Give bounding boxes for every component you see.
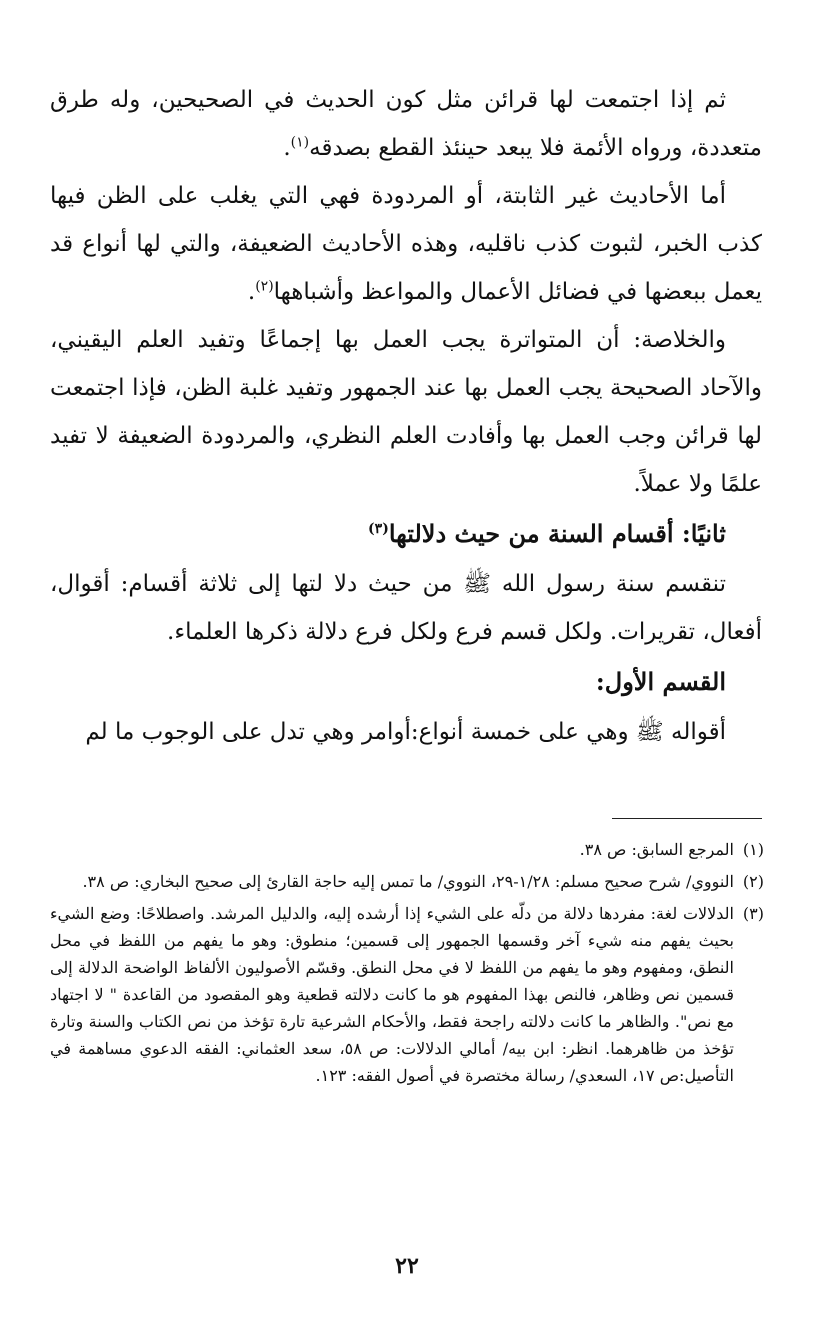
- paragraph-2: أما الأحاديث غير الثابتة، أو المردودة فهي التي يغلب على الظن فيها كذب الخبر، لثبوت كذب ناقليه، وهذه الأحاديث الضعيفة، والتي لها أنواع قد يعمل ببعضها في فضائل الأعمال والمواعظ وأشباهها$^{(٢)}$.: [50, 183, 762, 305]
- footnote-ref-1[interactable]: (١): [290, 134, 310, 151]
- paragraph-5: أقواله ﷺ وهي على خمسة أنواع:أوامر وهي تدل على الوجوب ما لم: [85, 719, 726, 745]
- footnote-text: المرجع السابق: ص ٣٨.: [579, 840, 734, 859]
- paragraph-3: والخلاصة: أن المتواترة يجب العمل بها إجماعًا وتفيد العلم اليقيني، والآحاد الصحيحة يجب العمل بها عند الجمهور وتفيد غلبة الظن، فإذا اجتمعت لها قرائن وجب العمل بها وأفادت العلم النظري، والمردودة الضعيفة لا تفيد علمًا ولا عملاً.: [50, 327, 762, 497]
- footnote-2: [50, 868, 764, 895]
- section-heading: ثانيًا: أقسام السنة من حيث دلالتها$^{(٣)}$: [368, 519, 726, 548]
- footnote-1: [50, 836, 764, 863]
- paragraph-4: تنقسم سنة رسول الله ﷺ من حيث دلا لتها إلى ثلاثة أقسام: أقوال، أفعال، تقريرات. ولكل قسم فرع ولكل فرع دلالة ذكرها العلماء.: [50, 571, 762, 645]
- paragraph-1: ثم إذا اجتمعت لها قرائن مثل كون الحديث في الصحيحين، وله طرق متعددة، ورواه الأئمة فلا يبعد حينئذ القطع بصدقه$^{(١)}$.: [50, 87, 762, 161]
- footnote-number: (٣): [742, 904, 764, 923]
- footnote-text: النووي/ شرح صحيح مسلم: ١/٢٨-٢٩، النووي/ ما تمس إليه حاجة القارئ إلى صحيح البخاري: ص ٣٨.: [82, 872, 734, 891]
- footnotes: [50, 836, 764, 1094]
- footnote-separator: [612, 818, 762, 819]
- page-number: ٢٢: [395, 1253, 419, 1279]
- footnote-ref-3[interactable]: (٣): [368, 521, 389, 537]
- footnote-ref-2[interactable]: (٢): [255, 278, 274, 295]
- subsection-heading: القسم الأول:: [595, 667, 726, 696]
- footnote-text: الدلالات لغة: مفردها دلالة من دلّه على الشيء إذا أرشده إليه، والدليل المرشد. واصطلاحًا: وضع الشيء بحيث يفهم منه شيء آخر وقسمها الجمهور إلى قسمين؛ منطوق: وهو ما يفهم من اللفظ في محل النطق، ومفهوم وهو ما يفهم من اللفظ لا في محل النطق. وقسّم الأصوليون الألفاظ الواضحة الدلالة إلى قسمين نص وظاهر، فالنص بهذا المفهوم هو ما كانت دلالته قطعية وهو المقصود من القاعدة " لا اجتهاد مع نص". والظاهر ما كانت دلالته راجحة فقط، والأحكام الشرعية تارة تؤخذ من نص الكتاب والسنة وتارة تؤخذ من ظاهرهما. انظر: ابن بيه/ أمالي الدلالات: ص ٥٨، سعد العثماني: الفقه الدعوي مساهمة في التأصيل:ص ١٧، السعدي/ رسالة مختصرة في أصول الفقه: ١٢٣.: [50, 904, 735, 1085]
- footnote-number: (١): [742, 840, 764, 859]
- footnote-3: [50, 900, 764, 1089]
- footnote-number: (٢): [742, 872, 764, 891]
- main-text: [50, 76, 762, 756]
